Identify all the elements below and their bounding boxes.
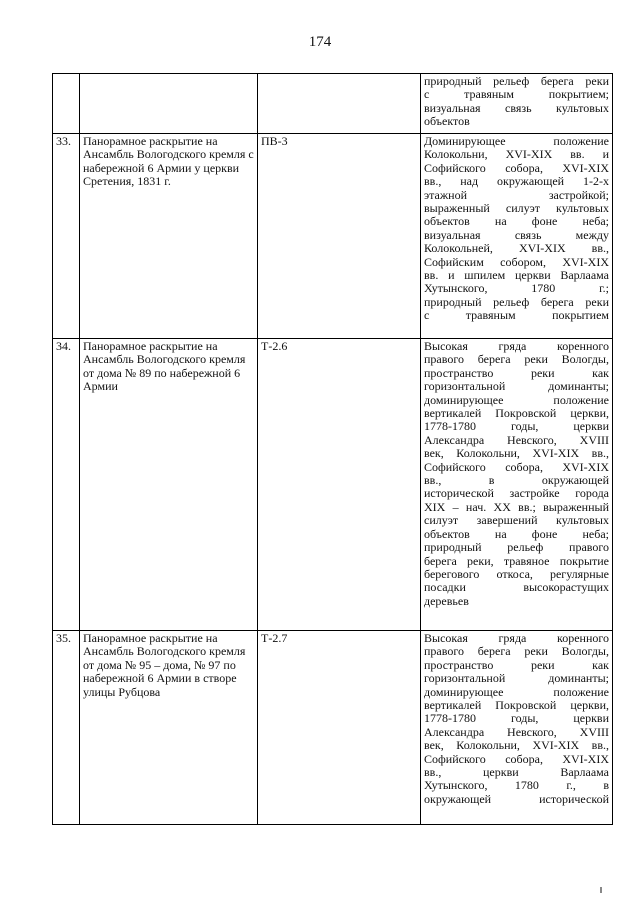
point-code: Т-2.7	[258, 631, 421, 825]
point-code: ПВ-3	[258, 134, 421, 339]
description-line: объектов на фоне неба;	[424, 526, 609, 541]
description-line: вв., над окружающей 1-2-х	[424, 174, 609, 189]
description-line: правого берега реки Вологды,	[424, 352, 609, 367]
description-line: Хутынского, 1780 г., в	[424, 778, 609, 793]
description-line: природный рельеф берега реки	[424, 294, 609, 309]
panorama-description	[421, 134, 613, 339]
scan-mark	[600, 887, 602, 893]
table-row	[53, 631, 613, 825]
panorama-name: Панорамное раскрытие на Ансамбль Вологодского кремля от дома № 89 по набережной 6 Армии	[80, 339, 258, 631]
panorama-description	[421, 339, 613, 631]
description-line: век, Колокольни, XVI-XIX вв.,	[424, 446, 609, 461]
description-line: вв. и шпилем церкви Варлаама	[424, 268, 609, 283]
description-line: вертикалей Покровской церкви,	[424, 406, 609, 421]
page-number: 174	[308, 34, 332, 50]
description-line: правого берега реки Вологды,	[424, 644, 609, 659]
description-line: Хутынского, 1780 г.;	[424, 281, 609, 296]
description-line: с травяным покрытием;	[424, 87, 609, 102]
point-code: Т-2.6	[258, 339, 421, 631]
description-line: выраженный силуэт культовых	[424, 201, 609, 216]
description-line: визуальная связь культовых	[424, 100, 609, 115]
description-line: доминирующее положение	[424, 392, 609, 407]
description-line: вв., в окружающей	[424, 473, 609, 488]
description-line: берегового откоса, регулярные	[424, 566, 609, 581]
description-line: окружающей исторической	[424, 791, 609, 806]
row-number	[53, 74, 80, 134]
description-line: Александра Невского, XVIII	[424, 432, 609, 447]
description-line: доминирующее положение	[424, 684, 609, 699]
row-number: 35.	[53, 631, 80, 825]
table-body	[53, 74, 613, 825]
description-line: горизонтальной доминанты;	[424, 671, 609, 686]
description-line: визуальная связь между	[424, 227, 609, 242]
description-line: 1778-1780 годы, церкви	[424, 711, 609, 726]
description-line: природный рельеф правого	[424, 540, 609, 555]
description-line: с травяным покрытием	[424, 308, 609, 323]
description-line: природный рельеф берега реки	[424, 74, 609, 88]
panorama-description	[421, 631, 613, 825]
description-line: пространство реки как	[424, 365, 609, 380]
description-line: берега реки, травяное покрытие	[424, 553, 609, 568]
table-row	[53, 339, 613, 631]
description-line: Софийского собора, XVI-XIX	[424, 751, 609, 766]
description-line: горизонтальной доминанты;	[424, 379, 609, 394]
description-line: пространство реки как	[424, 657, 609, 672]
description-line: Софийского собора, XVI-XIX	[424, 160, 609, 175]
description-line: объектов на фоне неба;	[424, 214, 609, 229]
panorama-description	[421, 74, 613, 134]
description-line: Доминирующее положение	[424, 134, 609, 148]
description-line: вертикалей Покровской церкви,	[424, 698, 609, 713]
description-line: Колокольни, XVI-XIX вв. и	[424, 147, 609, 162]
table-row	[53, 134, 613, 339]
row-number: 33.	[53, 134, 80, 339]
description-line: посадки высокорастущих	[424, 580, 609, 595]
panorama-name	[80, 74, 258, 134]
description-line: этажной застройкой;	[424, 187, 609, 202]
row-number: 34.	[53, 339, 80, 631]
description-line: объектов	[424, 114, 470, 129]
description-line: Александра Невского, XVIII	[424, 724, 609, 739]
panorama-name: Панорамное раскрытие на Ансамбль Вологодского кремля от дома № 95 – дома, № 97 по набережной 6 Армии в створе улицы Рубцова	[80, 631, 258, 825]
description-line: исторической застройке города	[424, 486, 609, 501]
description-line: Софийским собором, XVI-XIX	[424, 254, 609, 269]
point-code	[258, 74, 421, 134]
description-line: Софийского собора, XVI-XIX	[424, 459, 609, 474]
description-line: Высокая гряда коренного	[424, 631, 609, 645]
description-line: Высокая гряда коренного	[424, 339, 609, 353]
description-line: век, Колокольни, XVI-XIX вв.,	[424, 738, 609, 753]
description-line: силуэт завершений культовых	[424, 513, 609, 528]
description-line: 1778-1780 годы, церкви	[424, 419, 609, 434]
description-line: XIX – нач. XX вв.; выраженный	[424, 499, 609, 514]
monuments-table	[52, 73, 613, 825]
description-line: деревьев	[424, 593, 469, 608]
description-line: Колокольней, XVI-XIX вв.,	[424, 241, 609, 256]
table-row	[53, 74, 613, 134]
description-line: вв., церкви Варлаама	[424, 765, 609, 780]
panorama-name: Панорамное раскрытие на Ансамбль Вологодского кремля с набережной 6 Армии у церкви Сретения, 1831 г.	[80, 134, 258, 339]
